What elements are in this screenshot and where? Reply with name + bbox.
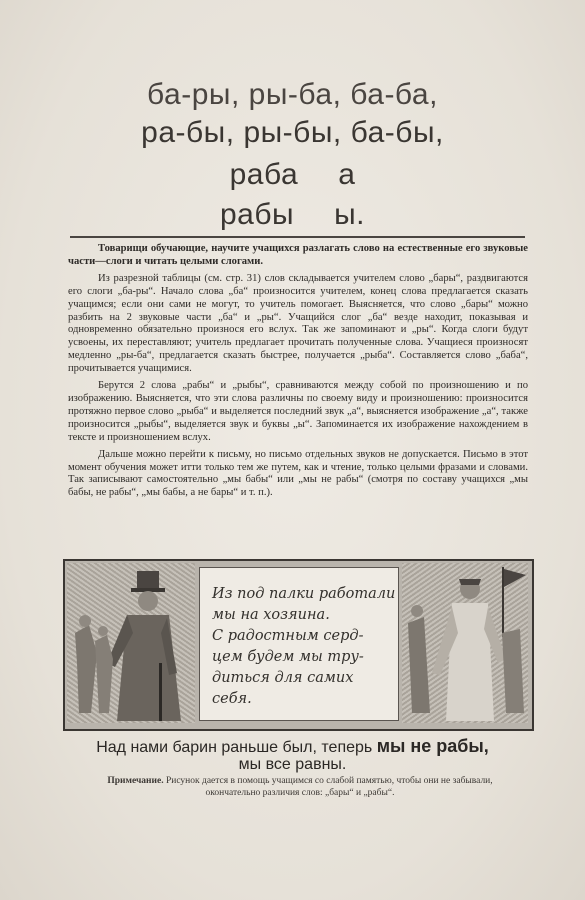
workers-illustration: [402, 563, 528, 723]
footnote-label: Примечание.: [107, 776, 164, 786]
poster-caption: [0, 736, 585, 757]
instructions-paragraph: Берутся 2 слова „рабы“ и „рыбы“, сравниваются между собой по произношению и по изображению. Выясняется, что эти слова различны по своему виду и произношению: произносится протяжно первое слово „рыба“ и выделяется последний звук „а“, выясняется изображение „а“, также произносится „рыбы“, выделяется звук и буквы „ы“. Запоминается их изображение нахождением в тексте и произношением вслух.: [68, 380, 528, 443]
syllable-line-2: [0, 116, 585, 150]
instructions-paragraph: Дальше можно перейти к письму, но письмо отдельных звуков не допускается. Письмо в этот момент обучения может итти только тем же путем, как и чтение, только целыми фразами и словами. Так записывают самостоятельно „мы бабы“ или „мы не рабы“ (смотря по составу учащихся „мы бабы, не рабы“, „мы бабы, а не бары“ и т. п.).: [68, 448, 528, 499]
slogan-text: [212, 584, 396, 710]
slogan-line: диться для самих: [212, 670, 354, 686]
word-line-raba: [0, 158, 585, 192]
barin-illustration: [67, 563, 195, 723]
caption-text: Над нами барин раньше был, теперь: [96, 739, 373, 756]
footnote: [85, 775, 515, 799]
slogan-line: С радостным серд-: [212, 628, 364, 644]
caption-emphasis: мы не рабы,: [376, 736, 489, 756]
syllable-word: ры-ба,: [248, 78, 342, 111]
slogan-box: [199, 567, 399, 721]
syllable-line-1: [0, 78, 585, 112]
slogan-line: себя.: [212, 691, 252, 707]
instructions-text: [68, 243, 528, 500]
slogan-line: мы на хозяина.: [212, 607, 330, 623]
footnote-text: Рисунок дается в помощь учащимся со слабой памятью, чтобы они не забывали, окончательно различия слов: „бары“ и „рабы“.: [165, 776, 493, 798]
syllable-word: ра-бы,: [141, 116, 235, 149]
syllable-word: ба-ры,: [147, 78, 240, 111]
syllable-word: ры-бы,: [243, 116, 342, 149]
word: раба: [229, 158, 299, 191]
syllable-word: ба-бы,: [350, 116, 444, 149]
word-line-raby: [0, 198, 585, 232]
word: рабы: [219, 198, 295, 231]
instructions-paragraph: Из разрезной таблицы (см. стр. 31) слов складывается учителем слово „бары“, раздвигаются его слоги „ба-ры“. Начало слова „ба“ произносится учителем, конец слова предлагается сказать учащимся; если они сами не могут, то учитель помогает. Выясняется, что слово „бары“ можно разбить на 2 звуковые части „ба“ и „ры“. Учащийся слог „ба“ везде находит, показывая и одновременно обязательно произнося его вслух. Так же запоминают и „ры“. Когда слоги будут усвоены, их переставляют; учитель предлагает прочитать полученные слова. Учащиеся произносят медленно „ры-ба“, предлагается сказать быстрее, получается „рыба“. Составляется слово „баба“, прочитывается учащимися.: [68, 272, 528, 375]
syllable-word: ба-ба,: [350, 78, 438, 111]
slogan-line: цем будем мы тру-: [212, 649, 364, 665]
divider-rule: [70, 236, 525, 238]
letter: ы.: [334, 198, 366, 231]
letter: а: [338, 158, 356, 191]
slogan-line: Из под палки работали: [212, 586, 396, 602]
poster-caption-line-2: мы все равны.: [238, 756, 347, 773]
poster-illustration: [63, 559, 534, 731]
instructions-intro: Товарищи обучающие, научите учащихся разлагать слово на естественные его звуковые части—слоги и читать целыми слогами.: [68, 243, 528, 267]
